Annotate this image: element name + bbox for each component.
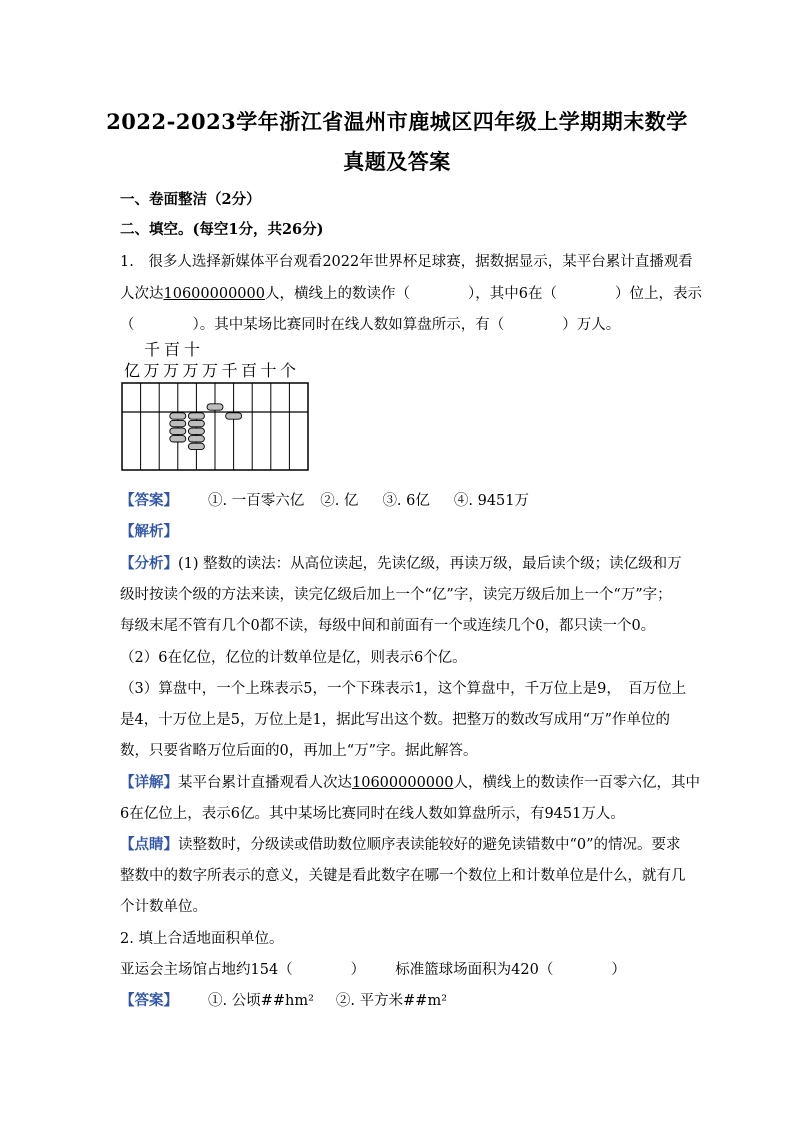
analysis-p3-l3: 数，只要省略万位后面的0，再加上“万”字。据此解答。 (120, 743, 478, 759)
abacus-label-bottom: 万 (201, 361, 219, 380)
tip-l1-text: 读整数时，分级读或借助数位顺序表读能较好的避免读错数中“0”的情况。要求 (178, 837, 681, 853)
abacus-label-bottom: 千 (221, 361, 238, 380)
answer1-row (120, 489, 529, 510)
answer1-tag: 【答案】 (120, 492, 178, 509)
doc-title-line2: 真题及答案 (343, 149, 451, 174)
abacus-bead (170, 428, 186, 434)
q2-row (120, 958, 626, 979)
abacus-bead (170, 413, 186, 419)
tip-l3: 个计数单位。 (120, 899, 207, 915)
q2-item-b: 标准篮球场面积为420（ ） (395, 962, 626, 978)
detail-l1-b: 人，横线上的数读作一百零六亿，其中 (453, 775, 700, 791)
abacus-label-top: 十 (183, 340, 201, 359)
abacus-bead (207, 404, 223, 410)
abacus-label-top: 千 (143, 340, 161, 359)
abacus-label-bottom: 百 (240, 361, 258, 380)
doc-title-line1: 2022-2023学年浙江省温州市鹿城区四年级上学期期末数学 (106, 109, 688, 134)
q1-line2-b: 人，横线上的数读作（ ），其中6在（ ）位上，表示 (264, 286, 702, 302)
answer1-a3: ③. 6亿 (382, 493, 430, 509)
tip-tag: 【点睛】 (120, 836, 178, 853)
analysis-p2: （2）6在亿位，亿位的计数单位是亿，则表示6个亿。 (120, 650, 467, 666)
answer2-row (120, 989, 447, 1010)
analysis-p3-l1: （3）算盘中，一个上珠表示5，一个下珠表示1，这个算盘中，千万位上是9， 百万位上 (120, 681, 687, 697)
abacus-bead (170, 420, 186, 426)
abacus-figure (120, 340, 320, 472)
detail-l1-a: 某平台累计直播观看人次达 (178, 775, 352, 791)
abacus-bead (188, 420, 204, 426)
section-2-heading: 二、填空。(每空1分，共26分) (120, 221, 324, 238)
analysis-p1-l1-text: (1) 整数的读法：从高位读起，先读亿级，再读万级，最后读个级；读亿级和万 (178, 556, 682, 572)
abacus-label-bottom: 个 (279, 361, 297, 380)
abacus-label-bottom: 万 (143, 361, 160, 380)
answer1-a4: ④. 9451万 (453, 493, 530, 509)
abacus-bead (226, 413, 242, 419)
detail-number: 10600000000 (352, 775, 454, 791)
detail-tag: 【详解】 (120, 774, 178, 791)
abacus-label-bottom: 十 (260, 361, 277, 380)
abacus-bead (188, 443, 204, 449)
abacus-bead (170, 436, 186, 442)
abacus-bead (188, 428, 204, 434)
detail-l1 (120, 771, 700, 792)
abacus-label-bottom: 万 (182, 361, 199, 380)
q1-line1: 1. 很多人选择新媒体平台观看2022年世界杯足球赛，据数据显示，某平台累计直播观看 (120, 254, 693, 270)
tip-l1 (120, 833, 681, 854)
q1-number: 10600000000 (163, 286, 265, 302)
abacus-bead (188, 413, 204, 419)
q1-line3: （ ）。其中某场比赛同时在线人数如算盘所示，有（ ）万人。 (120, 317, 621, 333)
jiexi-tag: 【解析】 (120, 523, 178, 540)
answer1-a1: ①. 一百零六亿 (208, 493, 305, 509)
section-1-heading: 一、卷面整洁（2分） (120, 191, 261, 208)
abacus-bead (188, 436, 204, 442)
abacus-label-top: 百 (163, 340, 181, 359)
q1-line2 (120, 282, 702, 303)
q1-line2-a: 人次达 (120, 286, 164, 302)
q2-title: 2. 填上合适地面积单位。 (120, 931, 284, 947)
answer2-a2: ②. 平方米##m² (335, 993, 448, 1009)
abacus-label-bottom: 亿 (123, 361, 141, 380)
analysis-p3-l2: 是4，十万位上是5，万位上是1，据此写出这个数。把整万的数改写成用“万”作单位的 (120, 712, 670, 728)
answer2-tag: 【答案】 (120, 992, 178, 1009)
answer2-a1: ①. 公顷##hm² (208, 993, 314, 1009)
analysis-tag: 【分析】 (120, 555, 178, 572)
detail-l2: 6在亿位上，表示6亿。其中某场比赛同时在线人数如算盘所示，有9451万人。 (120, 806, 625, 822)
q2-item-a: 亚运会主场馆占地约154（ ） (120, 962, 366, 978)
abacus-label-bottom: 万 (162, 361, 180, 380)
analysis-p1-l3: 每级末尾不管有几个0都不读，每级中间和前面有一个或连续几个0，都只读一个0。 (120, 618, 656, 634)
answer1-a2: ②. 亿 (320, 493, 359, 509)
analysis-p1-l1 (120, 552, 682, 573)
tip-l2: 整数中的数字所表示的意义，关键是看此数字在哪一个数位上和计数单位是什么，就有几 (120, 868, 686, 884)
analysis-p1-l2: 级时按读个级的方法来读，读完亿级后加上一个“亿”字，读完万级后加上一个“万”字； (120, 587, 672, 603)
